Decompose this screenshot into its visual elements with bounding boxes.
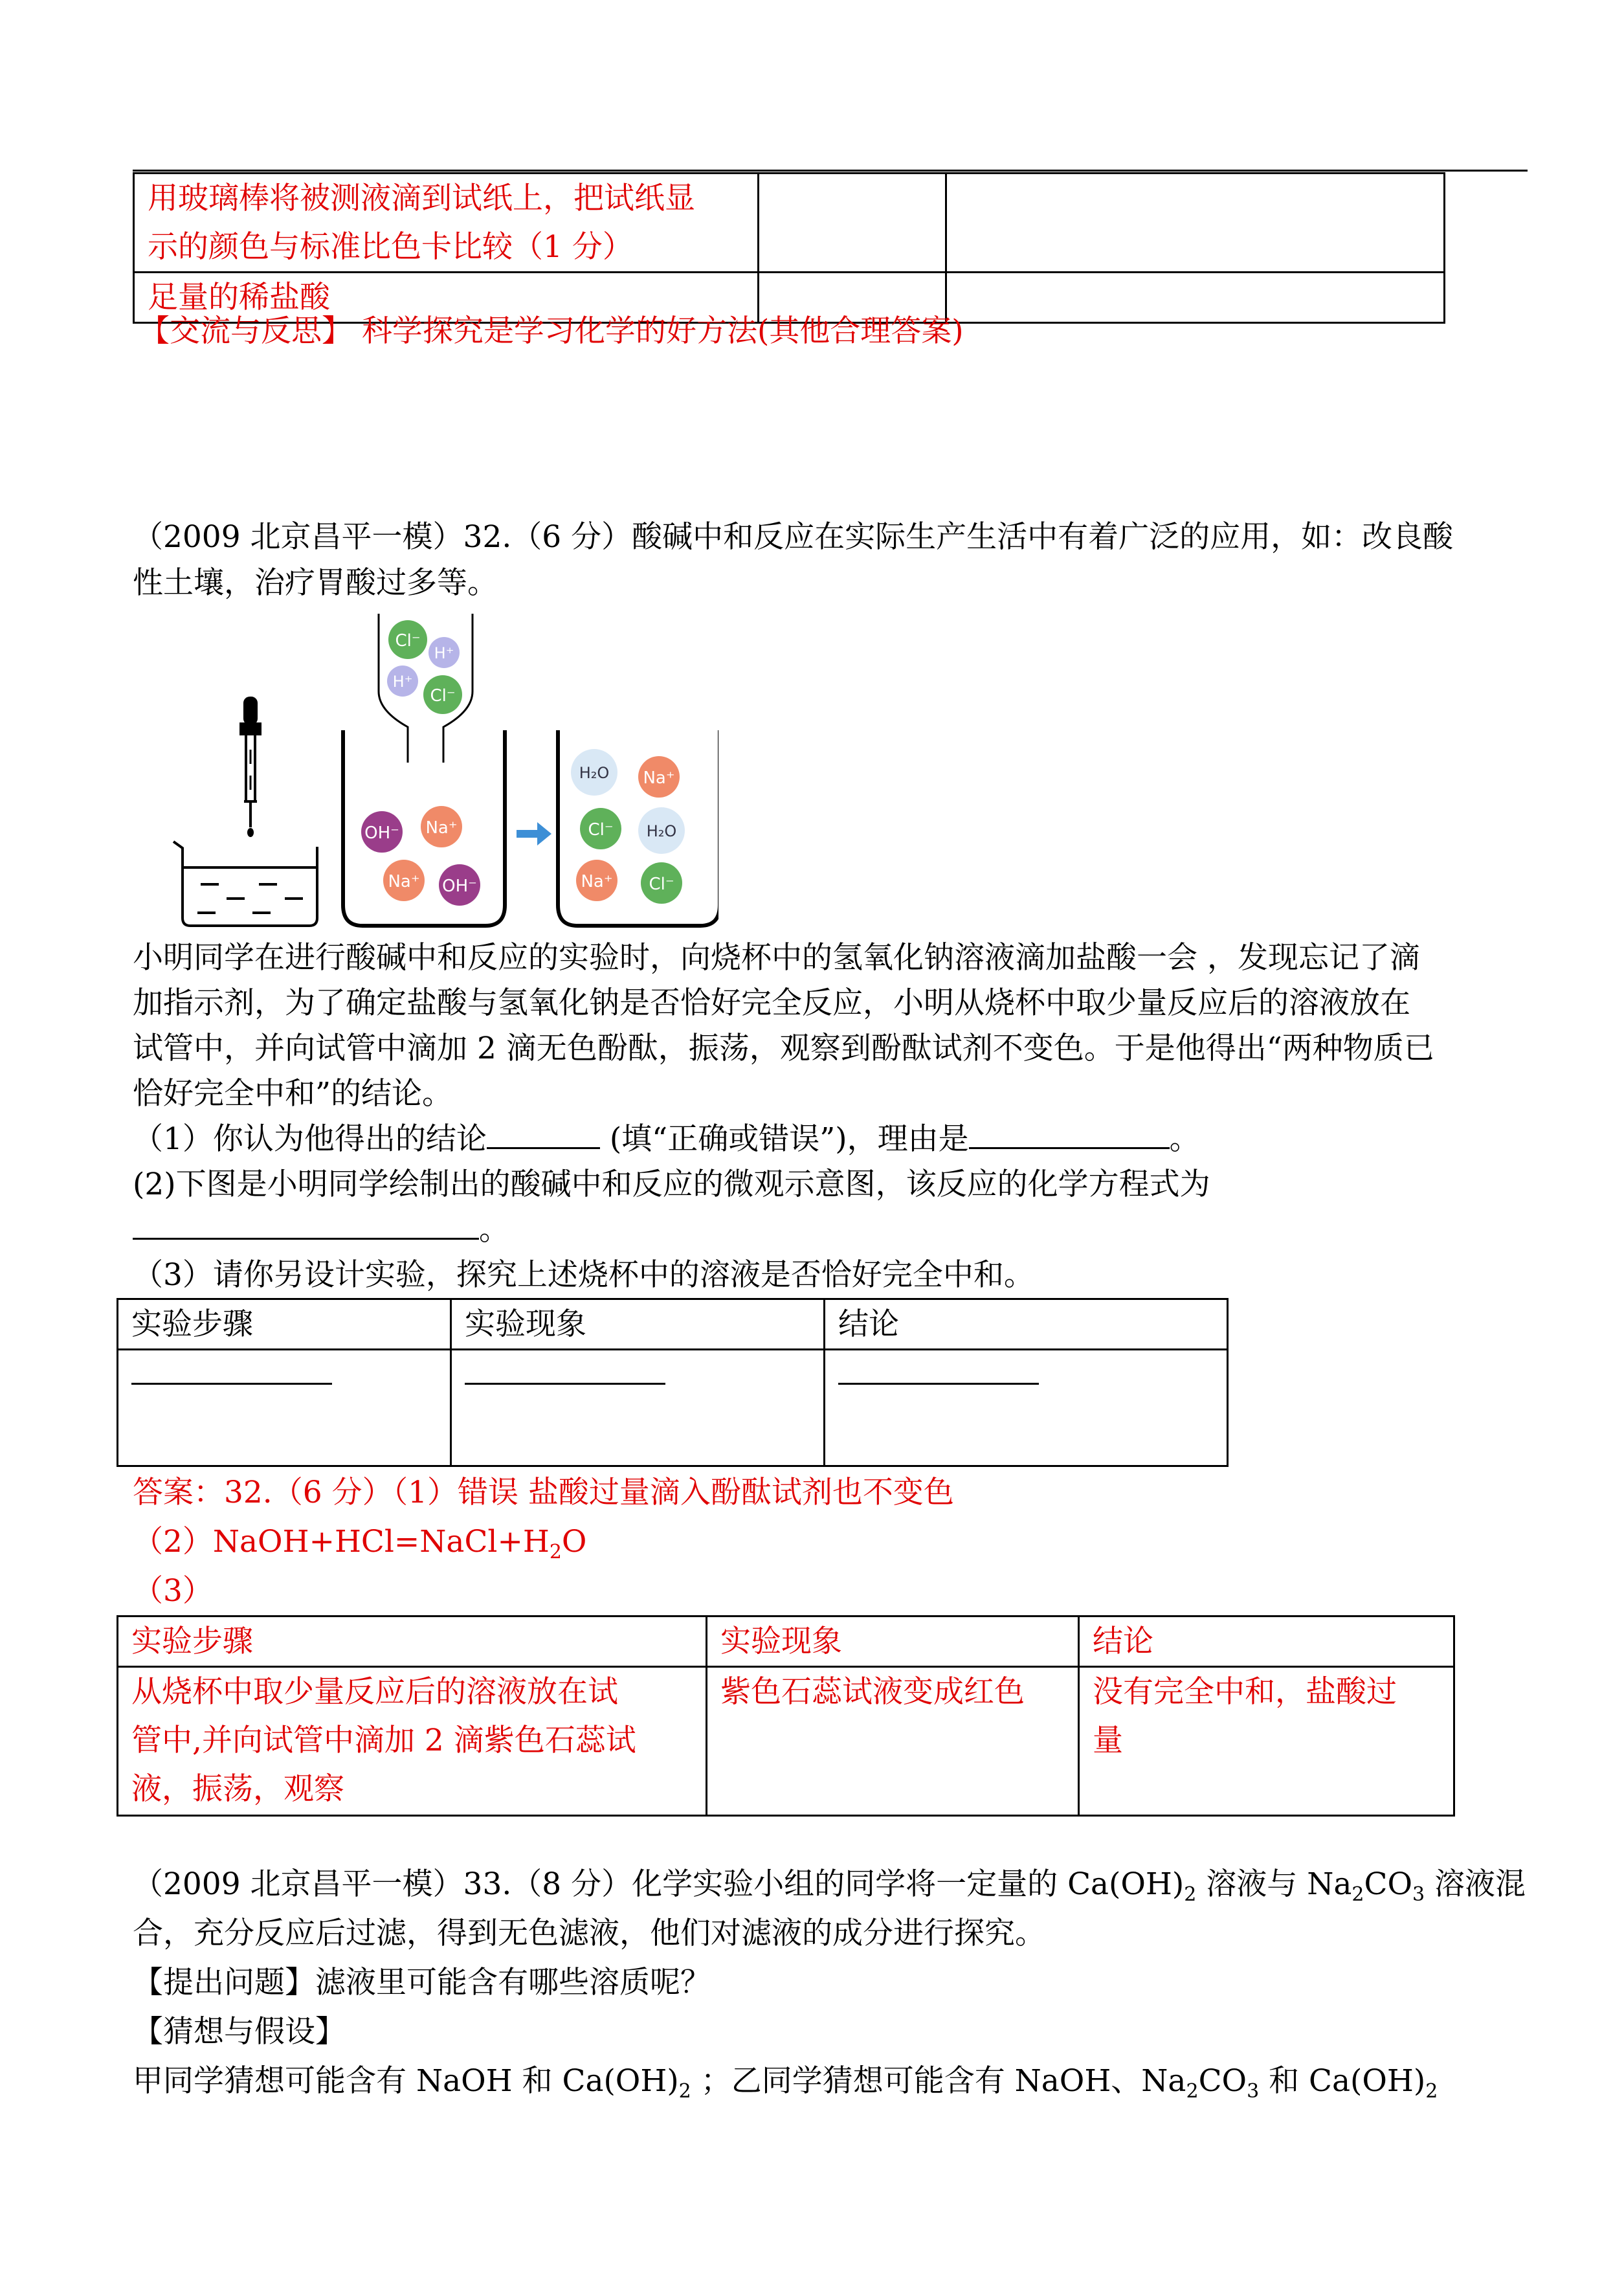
table-header: 结论: [1079, 1616, 1454, 1667]
q32-para-line1: 小明同学在进行酸碱中和反应的实验时，向烧杯中的氢氧化钠溶液滴加盐酸一会 ，发现忘记了滴: [133, 940, 1420, 976]
dropper-icon: [241, 698, 260, 827]
beaker-after-ions: [571, 749, 685, 904]
q32-para-line3: 试管中，并向试管中滴加 2 滴无色酚酞，振荡，观察到酚酞试剂不变色。于是他得出“两种物质已: [133, 1031, 1434, 1066]
answer-blank[interactable]: [465, 1382, 665, 1385]
cell-line: 从烧杯中取少量反应后的溶液放在试: [131, 1674, 618, 1710]
ion-label: OH⁻: [442, 877, 477, 896]
answer-text: （2）NaOH+HCl=NaCl+H: [133, 1524, 550, 1560]
answer-blank[interactable]: [969, 1146, 1170, 1149]
reflection-text: 【交流与反思】 科学探究是学习化学的好方法(其他合理答案): [139, 313, 964, 349]
q33-line1: [133, 1859, 1526, 1909]
q32-intro-line2: 性土壤，治疗胃酸过多等。: [133, 565, 498, 601]
q32-question2-blank: [133, 1205, 509, 1255]
beaker-icon: [173, 842, 317, 926]
subscript: 2: [1186, 2080, 1199, 2103]
subscript: 2: [1351, 1883, 1364, 1906]
q1-text: （1）你认为他得出的结论: [133, 1121, 487, 1157]
table-header: 结论: [825, 1299, 1228, 1350]
subscript: 2: [549, 1541, 562, 1563]
q33-line2: 合，充分反应后过滤，得到无色滤液，他们对滤液的成分进行探究。: [133, 1916, 1045, 1951]
table-header: 实验现象: [451, 1299, 825, 1350]
ion-label: H₂O: [579, 764, 610, 782]
q33-text: （2009 北京昌平一模）33.（8 分）化学实验小组的同学将一定量的 Ca(OH): [133, 1866, 1185, 1902]
ion-label: H⁺: [392, 673, 413, 691]
q32-question3: （3）请你另设计实验，探究上述烧杯中的溶液是否恰好完全中和。: [133, 1257, 1034, 1293]
table-cell-empty: [946, 173, 1445, 273]
answer-blank[interactable]: [131, 1382, 332, 1385]
ion-label: Cl⁻: [588, 820, 614, 840]
table-cell-empty: [946, 273, 1445, 323]
q1-text: (填“正确或错误”)，理由是: [599, 1121, 969, 1157]
q32-experiment-table: [117, 1298, 1229, 1467]
answer-blank[interactable]: [838, 1382, 1039, 1385]
q32-answer-line3: （3）: [133, 1573, 213, 1609]
q33-text: CO: [1364, 1866, 1412, 1902]
q32-question2: (2)下图是小明同学绘制出的酸碱中和反应的微观示意图，该反应的化学方程式为: [133, 1167, 1210, 1202]
ion-label: H⁺: [434, 644, 454, 662]
table-cell-blank: [825, 1350, 1228, 1466]
cell-line: 示的颜色与标准比色卡比较（1 分）: [148, 229, 633, 265]
droplet: [247, 828, 254, 837]
q32-para-line4: 恰好完全中和”的结论。: [133, 1076, 453, 1112]
answer-blank[interactable]: [133, 1237, 479, 1240]
q33-text: 溶液与 Na: [1196, 1866, 1352, 1902]
table-cell-empty: [759, 173, 946, 273]
answer-table-top: [133, 172, 1445, 324]
table-cell-step: [118, 1667, 707, 1816]
beaker-before-ions: [361, 806, 480, 906]
subscript: 2: [678, 2080, 691, 2103]
q2-text: 。: [479, 1212, 509, 1247]
cell-line: 没有完全中和，盐酸过: [1093, 1674, 1397, 1710]
table-cell-blank: [451, 1350, 825, 1466]
ion-label: Cl⁻: [430, 686, 456, 706]
table-cell-phenomenon: 紫色石蕊试液变成红色: [707, 1667, 1079, 1816]
table-cell-method: [134, 173, 759, 273]
q32-answer-line1: 答案：32.（6 分）（1）错误 盐酸过量滴入酚酞试剂也不变色: [133, 1475, 954, 1510]
table-header: 实验现象: [707, 1616, 1079, 1667]
top-rule: [133, 170, 1528, 172]
q32-intro-line1: （2009 北京昌平一模）32.（6 分）酸碱中和反应在实际生产生活中有着广泛的应用，如：改良酸: [133, 519, 1454, 555]
q33-text: 和 Ca(OH): [1259, 2063, 1426, 2099]
q33-text: ；乙同学猜想可能含有 NaOH、Na: [691, 2063, 1186, 2099]
cell-line: 量: [1093, 1723, 1123, 1758]
q33-text: 溶液混: [1425, 1866, 1526, 1902]
q33-text: CO: [1198, 2063, 1247, 2099]
ion-label: Na⁺: [388, 872, 420, 891]
q33-line4: 【猜想与假设】: [133, 2014, 346, 2050]
ion-label: Na⁺: [581, 872, 613, 891]
ion-label: Na⁺: [425, 818, 458, 838]
answer-blank[interactable]: [487, 1146, 600, 1149]
arrow-right-icon: [517, 822, 551, 845]
q33-line3: 【提出问题】滤液里可能含有哪些溶质呢？: [133, 1965, 711, 2000]
table-cell-conclusion: [1079, 1667, 1454, 1816]
answer-text: O: [561, 1524, 587, 1560]
cell-line: 足量的稀盐酸: [148, 280, 330, 315]
subscript: 2: [1425, 2080, 1438, 2103]
neutralization-figure: [162, 614, 718, 932]
table-header: 实验步骤: [118, 1299, 451, 1350]
ion-label: Cl⁻: [395, 631, 421, 651]
ion-label: OH⁻: [364, 823, 399, 843]
q32-answer-table: [117, 1615, 1455, 1817]
cell-line: 用玻璃棒将被测液滴到试纸上，把试纸显: [148, 181, 695, 216]
ion-label: H₂O: [646, 822, 677, 840]
cell-line: 液，振荡，观察: [131, 1771, 344, 1807]
q1-text: 。: [1169, 1121, 1200, 1157]
table-header: 实验步骤: [118, 1616, 707, 1667]
subscript: 2: [1184, 1883, 1197, 1906]
ion-label: Cl⁻: [649, 875, 674, 894]
funnel-ions: [387, 620, 462, 714]
q33-line5: [133, 2056, 1438, 2106]
subscript: 3: [1247, 2080, 1260, 2103]
q32-question1: [133, 1114, 1200, 1164]
subscript: 3: [1412, 1883, 1425, 1906]
table-cell-blank: [118, 1350, 451, 1466]
q32-para-line2: 加指示剂，为了确定盐酸与氢氧化钠是否恰好完全反应，小明从烧杯中取少量反应后的溶液放在: [133, 985, 1410, 1021]
cell-line: 管中,并向试管中滴加 2 滴紫色石蕊试: [131, 1723, 636, 1758]
q33-text: 甲同学猜想可能含有 NaOH 和 Ca(OH): [133, 2063, 679, 2099]
q32-answer-line2: [133, 1517, 586, 1567]
ion-label: Na⁺: [643, 768, 675, 788]
